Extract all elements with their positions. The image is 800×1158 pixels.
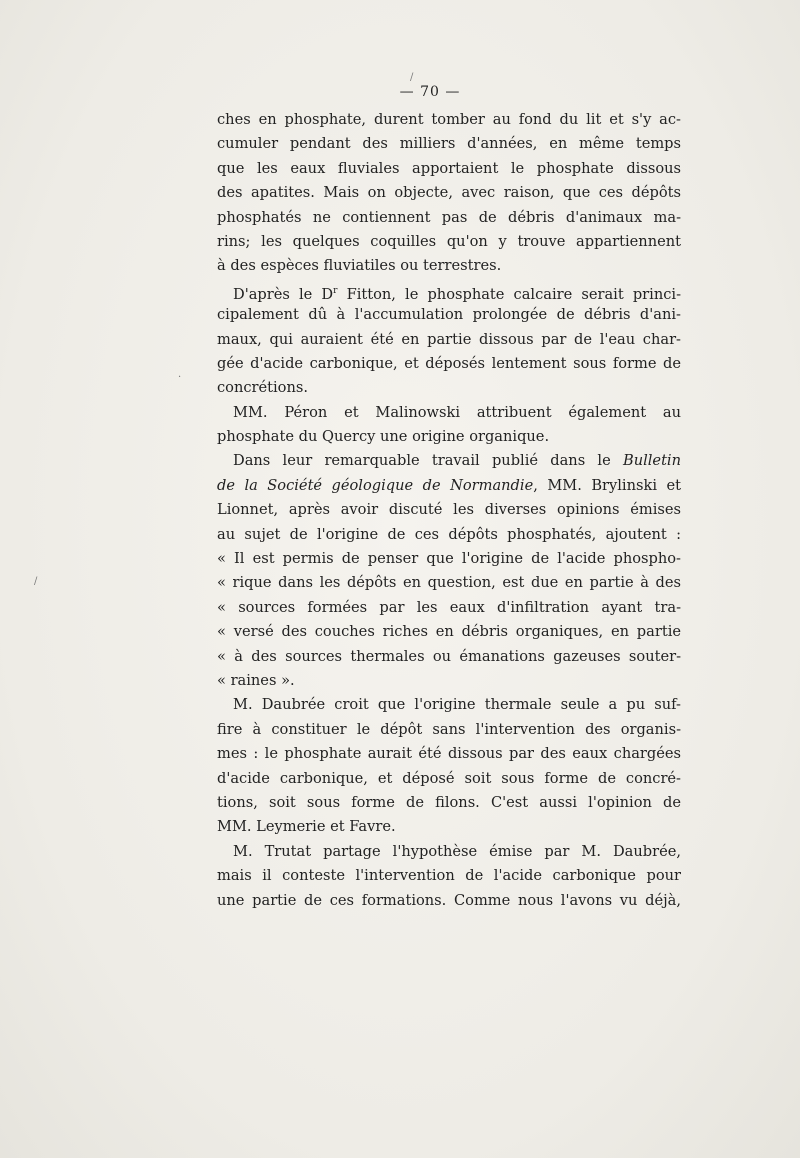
text-line: M. Trutat partage l'hypothèse émise par M. Daubrée, xyxy=(233,842,681,860)
margin-mark: · xyxy=(178,372,182,383)
text-line: tions, soit sous forme de filons. C'est aussi l'opinion de xyxy=(217,793,681,811)
text-line: « sources formées par les eaux d'infiltration ayant tra- xyxy=(217,598,681,616)
text-line: « Il est permis de penser que l'origine de l'acide phospho- xyxy=(217,550,681,568)
text-line: « à des sources thermales ou émanations gazeuses souter- xyxy=(217,647,681,665)
text-line: concrétions. xyxy=(217,379,308,397)
text-line: une partie de ces formations. Comme nous l'avons vu déjà, xyxy=(217,891,681,909)
text-line: fire à constituer le dépôt sans l'intervention des organis- xyxy=(217,720,681,738)
text-line: Lionnet, après avoir discuté les diverses opinions émises xyxy=(217,501,681,519)
text-line: mes : le phosphate aurait été dissous par des eaux chargées xyxy=(217,745,681,763)
text-line: au sujet de l'origine de ces dépôts phosphatés, ajoutent : xyxy=(217,525,681,543)
text-line: « rique dans les dépôts en question, est due en partie à des xyxy=(217,574,681,592)
page-number: — 70 — xyxy=(399,84,461,100)
text-line: Dans leur remarquable travail publié dans le Bulletin xyxy=(233,452,681,470)
text-line: M. Daubrée croit que l'origine thermale seule a pu suf- xyxy=(233,696,681,714)
text-line: MM. Leymerie et Favre. xyxy=(217,818,396,836)
text-line: ches en phosphate, durent tomber au fond du lit et s'y ac- xyxy=(217,111,681,128)
text-line: d'acide carbonique, et déposé soit sous forme de concré- xyxy=(217,769,681,787)
text-line: rins; les quelques coquilles qu'on y trouve appartiennent xyxy=(217,232,681,250)
text-line: « versé des couches riches en débris organiques, en partie xyxy=(217,623,681,641)
text-line: mais il conteste l'intervention de l'acide carbonique pour xyxy=(217,867,681,885)
text-line: maux, qui auraient été en partie dissous par de l'eau char- xyxy=(217,330,681,348)
text-line: MM. Péron et Malinowski attribuent également au xyxy=(233,403,681,421)
margin-mark: / xyxy=(34,576,38,587)
text-line: gée d'acide carbonique, et déposés lentement sous forme de xyxy=(217,354,681,372)
text-line: de la Société géologique de Normandie, MM. Brylinski et xyxy=(217,476,681,494)
text-line: phosphatés ne contiennent pas de débris d'animaux ma- xyxy=(217,208,681,226)
text-line: cipalement dû à l'accumulation prolongée de débris d'ani- xyxy=(217,306,681,324)
text-line: D'après le $D^r$ Fitton, le phosphate calcaire serait princi- xyxy=(233,285,681,303)
text-line: des apatites. Mais on objecte, avec raison, que ces dépôts xyxy=(217,184,681,202)
text-line: que les eaux fluviales apportaient le phosphate dissous xyxy=(217,159,681,177)
text-line: phosphate du Quercy une origine organique. xyxy=(217,428,550,446)
margin-mark: / xyxy=(410,72,414,83)
text-line: « raines ». xyxy=(217,671,295,689)
text-line: à des espèces fluviatiles ou terrestres. xyxy=(217,257,502,275)
text-line: cumuler pendant des milliers d'années, en même temps xyxy=(217,135,681,153)
body-text xyxy=(217,108,681,913)
